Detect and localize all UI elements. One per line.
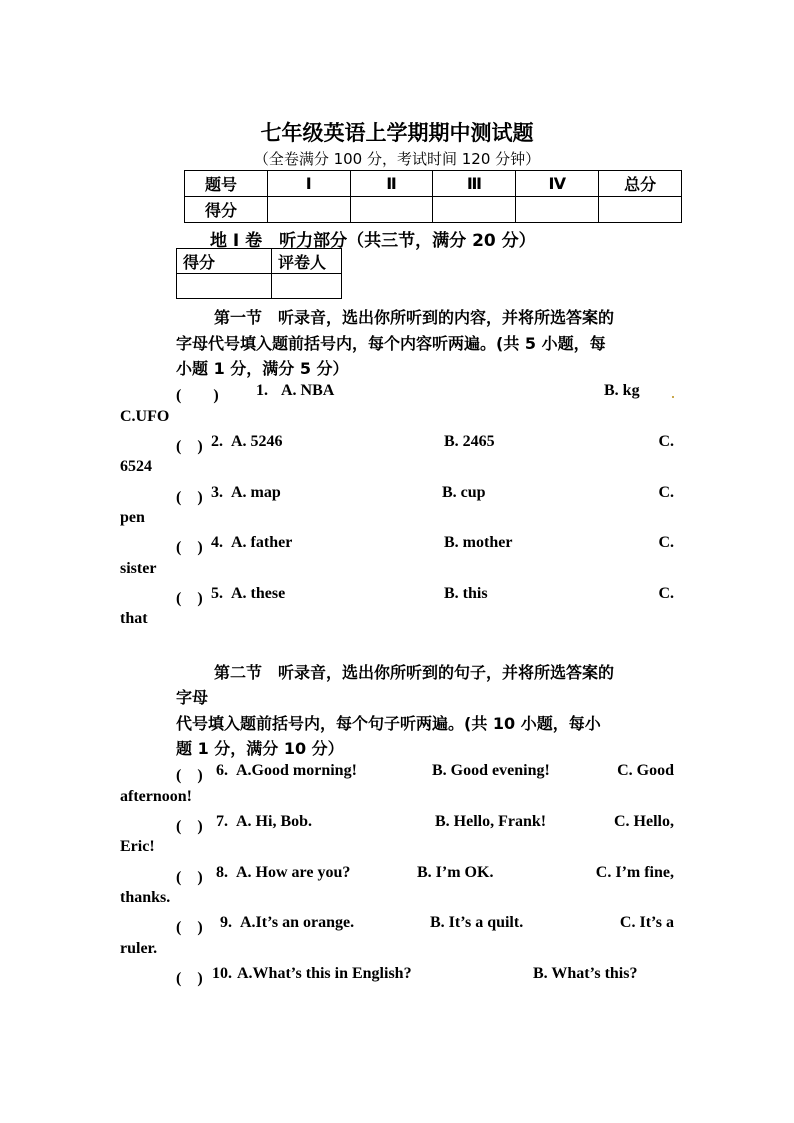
question-1-option-c: C.UFO	[120, 408, 170, 425]
option-a: A.It’s an orange.	[240, 914, 355, 931]
option-a: A. father	[231, 534, 293, 551]
answer-paren[interactable]: ( )	[176, 919, 203, 936]
score-cell-part-1[interactable]	[267, 197, 350, 223]
question-number: 4.	[211, 534, 223, 551]
question-7-option-c-text: Eric!	[120, 838, 155, 855]
question-number: 3.	[211, 484, 223, 501]
option-b: B. kg	[604, 382, 640, 399]
grader-score-label: 得分	[177, 249, 272, 274]
score-cell-part-3[interactable]	[433, 197, 516, 223]
question-5	[176, 585, 674, 605]
answer-paren[interactable]: ( )	[176, 438, 203, 455]
answer-paren[interactable]: ( )	[176, 869, 203, 886]
option-b: B. What’s this?	[533, 965, 638, 982]
grader-name-label: 评卷人	[272, 249, 342, 274]
score-cell-part-2[interactable]	[350, 197, 433, 223]
score-cell-part-4[interactable]	[516, 197, 599, 223]
question-9	[176, 914, 674, 934]
question-2-option-c-text: 6524	[120, 458, 152, 475]
answer-paren[interactable]: ( )	[176, 387, 219, 404]
score-table-header-row	[185, 171, 682, 197]
answer-paren[interactable]: ( )	[176, 818, 203, 835]
section2-line-3: 代号填入题前括号内，每个句子听两遍。(共 10 小题，每小	[176, 714, 601, 733]
question-6	[176, 762, 674, 782]
option-b: B. Hello, Frank!	[435, 813, 547, 830]
option-b: B. mother	[444, 534, 513, 551]
question-4	[176, 534, 674, 554]
question-8	[176, 864, 674, 884]
question-number: 9.	[220, 914, 232, 931]
option-a: A. map	[231, 484, 281, 501]
answer-paren[interactable]: ( )	[176, 767, 203, 784]
section1-line-1: 第一节 听录音，选出你所听到的内容，并将所选答案的	[214, 308, 615, 327]
grader-table	[176, 248, 342, 299]
option-b: B. Good evening!	[432, 762, 550, 779]
answer-paren[interactable]: ( )	[176, 489, 203, 506]
question-9-option-c-text: ruler.	[120, 940, 158, 957]
question-number: 6.	[216, 762, 228, 779]
option-c: C.	[658, 534, 674, 551]
option-c: C.	[658, 484, 674, 501]
option-a: A.Good morning!	[236, 762, 357, 779]
answer-paren[interactable]: ( )	[176, 590, 203, 607]
score-header-total: 总分	[599, 171, 682, 197]
option-b: B. this	[444, 585, 488, 602]
answer-paren[interactable]: ( )	[176, 970, 203, 987]
question-8-option-c-text: thanks.	[120, 889, 171, 906]
option-a: A.What’s this in English?	[237, 965, 412, 982]
grader-table-header-row	[177, 249, 342, 274]
question-6-option-c-text: afternoon!	[120, 788, 192, 805]
grader-score-cell[interactable]	[177, 274, 272, 299]
score-table	[184, 170, 682, 223]
question-2	[176, 433, 674, 453]
option-a: A. How are you?	[236, 864, 351, 881]
score-row-label: 得分	[185, 197, 268, 223]
question-number: 8.	[216, 864, 228, 881]
option-b: B. cup	[442, 484, 486, 501]
question-3-option-c-text: pen	[120, 509, 145, 526]
option-a: A. 5246	[231, 433, 283, 450]
section1-line-3: 小题 1 分，满分 5 分）	[176, 359, 349, 378]
score-table-score-row	[185, 197, 682, 223]
option-b: B. It’s a quilt.	[430, 914, 524, 931]
question-1	[176, 382, 674, 402]
option-b: B. I’m OK.	[417, 864, 494, 881]
section2-line-2: 字母	[176, 688, 209, 707]
exam-title: 七年级英语上学期期中测试题	[260, 121, 534, 145]
option-c: C. It’s a	[619, 914, 674, 931]
part1-heading: 地 I 卷 听力部分（共三节，满分 20 分）	[210, 231, 536, 251]
option-b: B. 2465	[444, 433, 495, 450]
question-number: 1.	[256, 382, 268, 399]
score-cell-total[interactable]	[599, 197, 682, 223]
option-a: A. these	[231, 585, 286, 602]
section2-line-1: 第二节 听录音，选出你所听到的句子，并将所选答案的	[214, 663, 615, 682]
question-number: 10.	[212, 965, 232, 982]
question-10	[176, 965, 674, 985]
option-c: C. I’m fine,	[595, 864, 674, 881]
question-3	[176, 484, 674, 504]
option-c: C.	[658, 433, 674, 450]
stray-mark-icon	[672, 396, 674, 398]
option-c: C.	[658, 585, 674, 602]
score-header-number: 题号	[185, 171, 268, 197]
score-header-part-4: Ⅳ	[516, 171, 599, 197]
question-number: 2.	[211, 433, 223, 450]
option-c: C. Hello,	[614, 813, 674, 830]
score-header-part-1: Ⅰ	[267, 171, 350, 197]
question-number: 5.	[211, 585, 223, 602]
score-header-part-2: Ⅱ	[350, 171, 433, 197]
answer-paren[interactable]: ( )	[176, 539, 203, 556]
question-number: 7.	[216, 813, 228, 830]
option-a: A. Hi, Bob.	[236, 813, 313, 830]
score-header-part-3: Ⅲ	[433, 171, 516, 197]
section1-line-2: 字母代号填入题前括号内，每个内容听两遍。(共 5 小题，每	[176, 334, 606, 353]
option-c: C. Good	[617, 762, 674, 779]
grader-table-entry-row	[177, 274, 342, 299]
question-5-option-c-text: that	[120, 610, 148, 627]
grader-name-cell[interactable]	[272, 274, 342, 299]
section2-line-4: 题 1 分，满分 10 分）	[176, 739, 344, 758]
question-7	[176, 813, 674, 833]
question-4-option-c-text: sister	[120, 560, 157, 577]
exam-subtitle: （全卷满分 100 分，考试时间 120 分钟）	[253, 150, 541, 168]
option-a: A. NBA	[281, 382, 335, 399]
